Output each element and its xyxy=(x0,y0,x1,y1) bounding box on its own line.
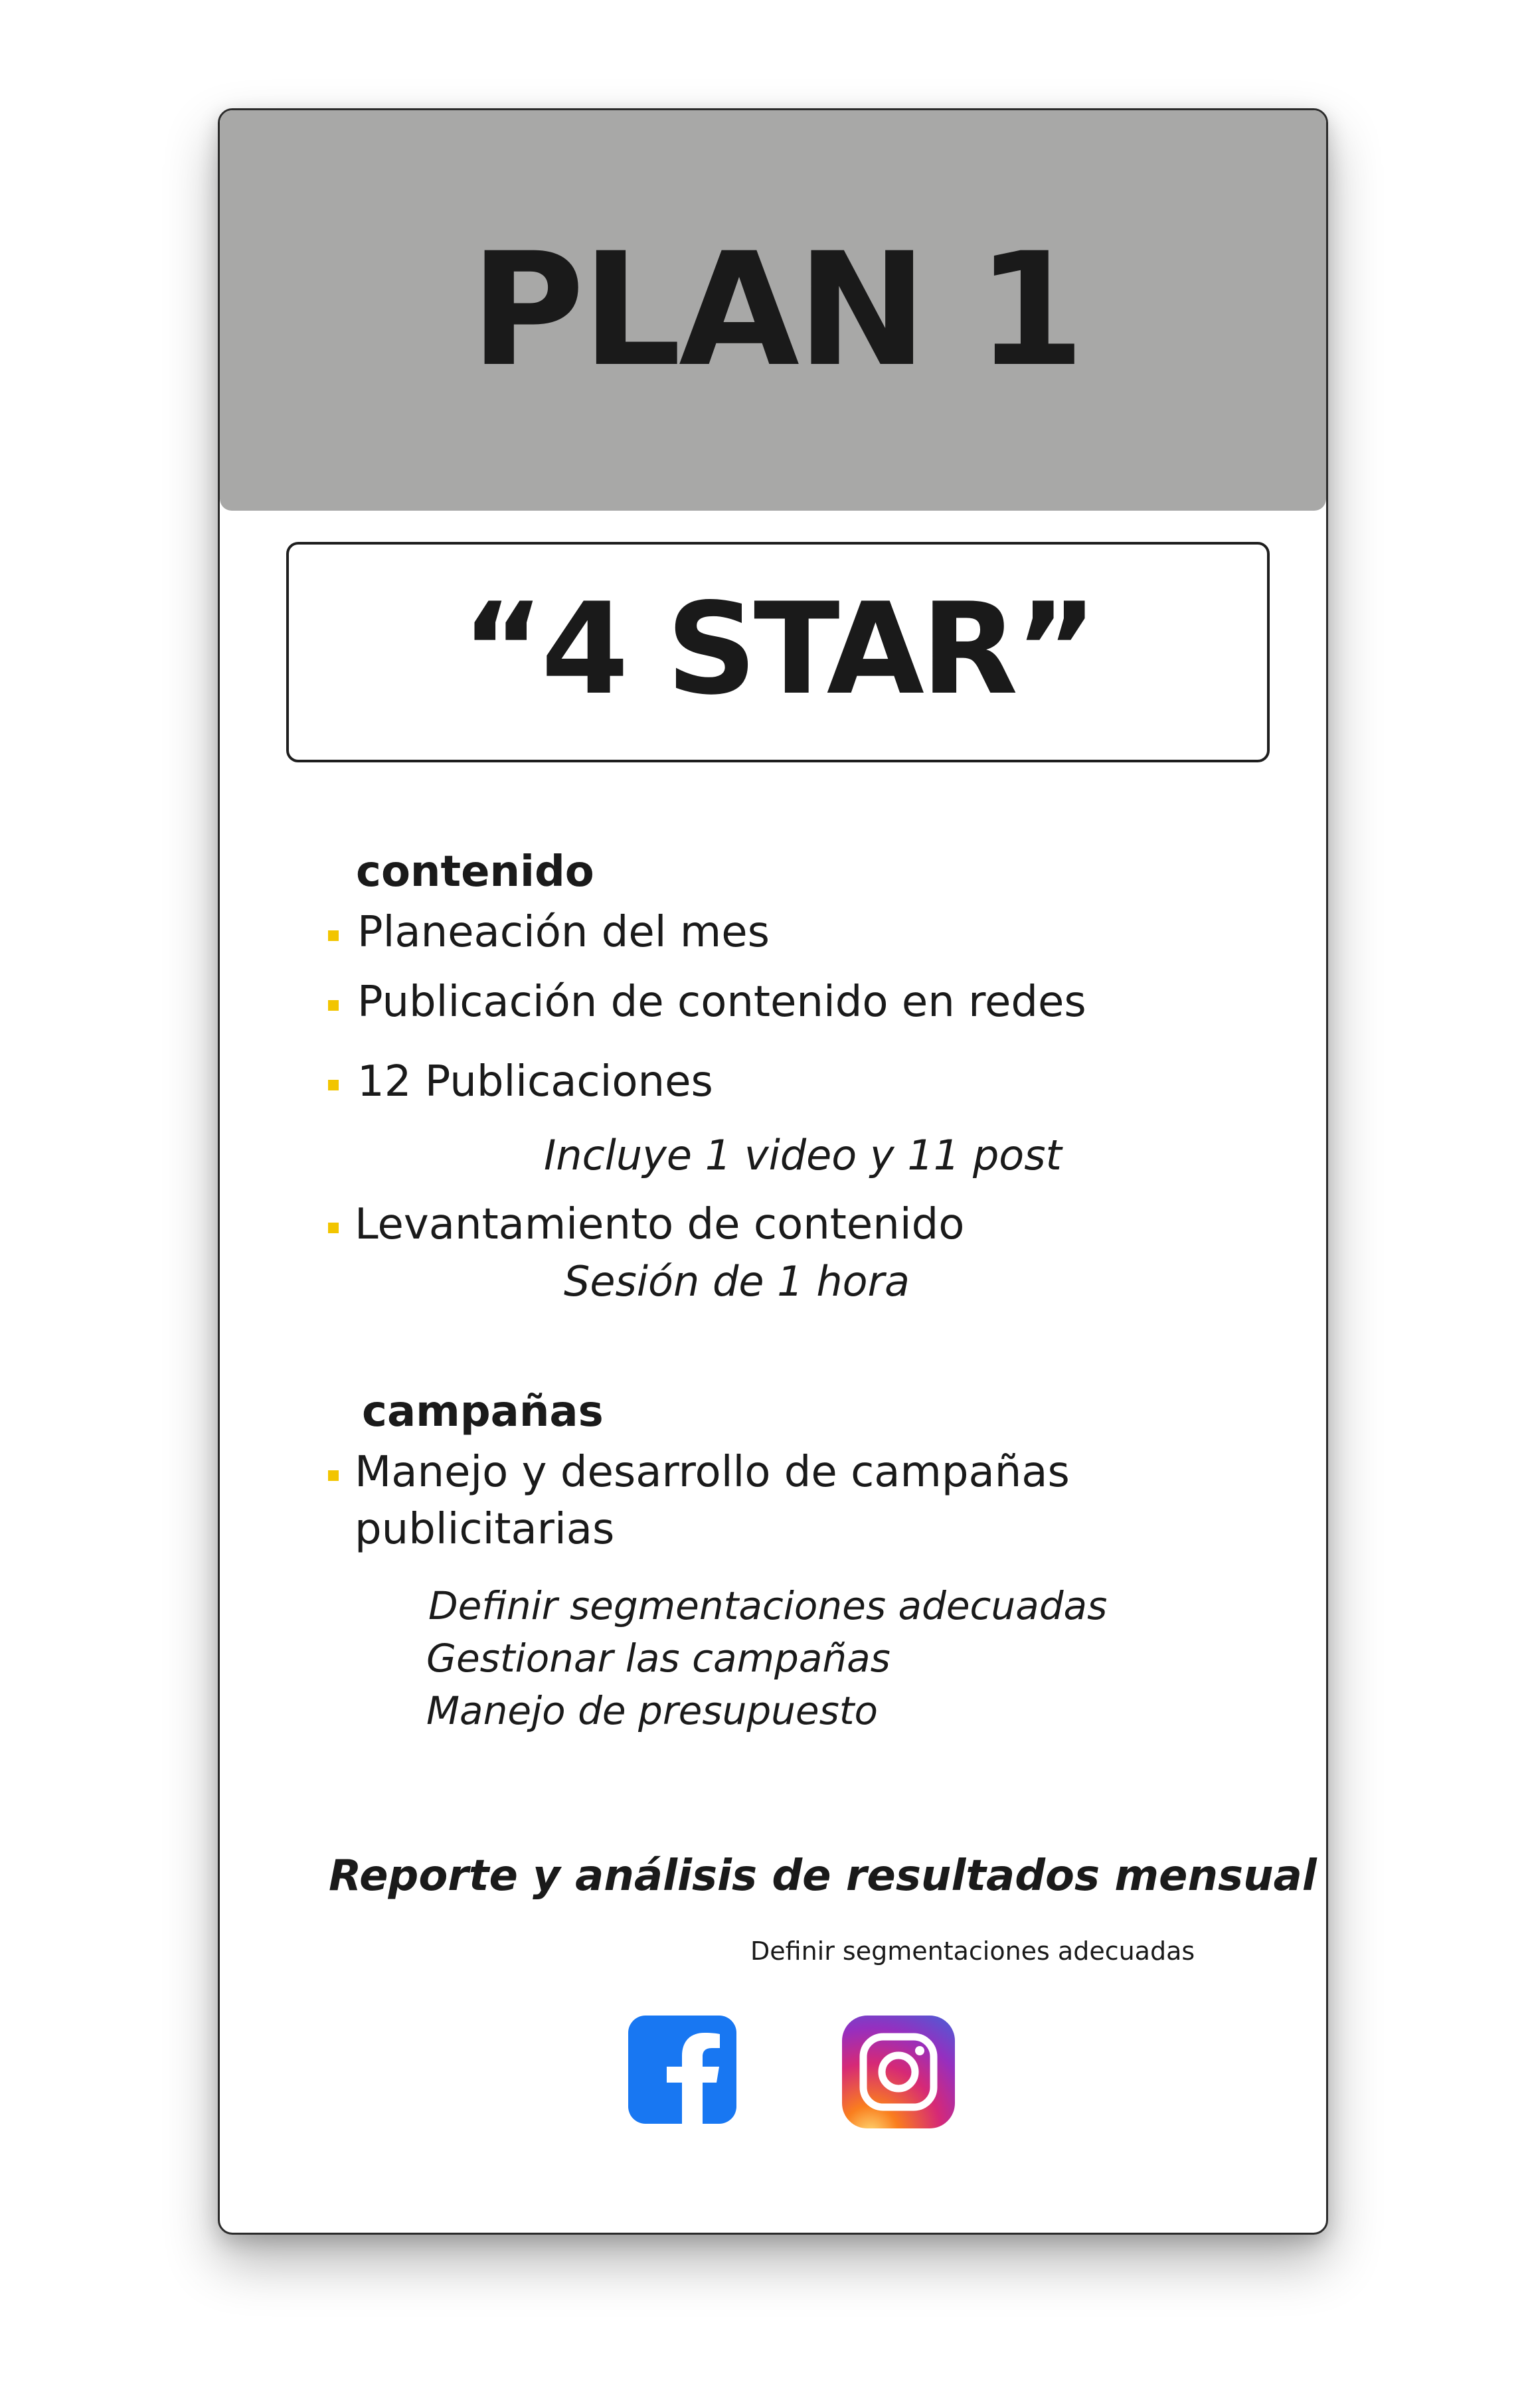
list-item-planeacion: Planeación del mes xyxy=(357,908,770,957)
report-note: Definir segmentaciones adecuadas xyxy=(750,1936,1195,1966)
plan-card xyxy=(218,108,1328,2235)
report-title: Reporte y análisis de resultados mensual xyxy=(329,1851,1317,1901)
list-item-campanas-line2: publicitarias xyxy=(355,1505,615,1554)
facebook-icon[interactable] xyxy=(628,2016,736,2124)
plan-title: PLAN 1 xyxy=(470,220,1082,401)
bullet-icon xyxy=(328,1223,339,1233)
section-heading-campanas: campañas xyxy=(362,1387,604,1436)
list-item-publicacion: Publicación de contenido en redes xyxy=(357,978,1086,1027)
list-item-levantamiento: Levantamiento de contenido xyxy=(355,1200,965,1249)
instagram-icon[interactable] xyxy=(842,2016,955,2128)
campanas-detail-gestionar: Gestionar las campañas xyxy=(426,1636,891,1681)
bullet-icon xyxy=(328,930,339,941)
plan-name: “4 STAR” xyxy=(461,575,1095,723)
bullet-icon xyxy=(328,1470,339,1481)
plan-name-box xyxy=(286,542,1270,762)
bullet-icon xyxy=(328,1080,339,1090)
section-heading-contenido: contenido xyxy=(356,847,594,897)
campanas-detail-segmentaciones: Definir segmentaciones adecuadas xyxy=(428,1583,1108,1628)
publicaciones-detail: Incluye 1 video y 11 post xyxy=(544,1131,1062,1179)
list-item-campanas-line1: Manejo y desarrollo de campañas xyxy=(355,1448,1070,1497)
levantamiento-detail: Sesión de 1 hora xyxy=(564,1257,910,1306)
campanas-detail-presupuesto: Manejo de presupuesto xyxy=(426,1688,879,1733)
list-item-publicaciones: 12 Publicaciones xyxy=(357,1057,713,1106)
bullet-icon xyxy=(328,1000,339,1011)
plan-header xyxy=(220,110,1326,511)
